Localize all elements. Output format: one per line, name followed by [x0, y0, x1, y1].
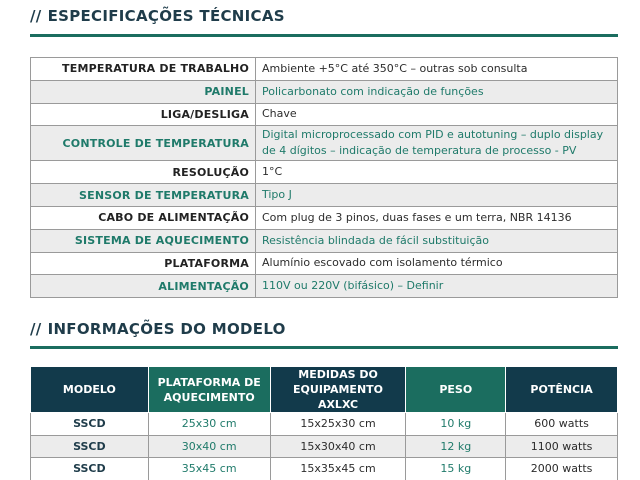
cell-plataforma: 25x30 cm	[148, 413, 270, 436]
spec-label: CONTROLE DE TEMPERATURA	[31, 126, 256, 161]
models-heading-slashes: //	[30, 320, 42, 338]
cell-potencia: 2000 watts	[506, 458, 618, 480]
spec-label: SISTEMA DE AQUECIMENTO	[31, 229, 256, 252]
models-heading	[30, 320, 286, 338]
spec-label: PAINEL	[31, 80, 256, 103]
spec-row	[31, 252, 618, 275]
models-header-row	[31, 367, 618, 413]
header-plataforma-line2: AQUECIMENTO	[163, 390, 255, 404]
spec-value: Ambiente +5°C até 350°C – outras sob consulta	[256, 58, 618, 81]
specs-heading-title: ESPECIFICAÇÕES TÉCNICAS	[47, 7, 285, 25]
spec-value: 1°C	[256, 161, 618, 184]
cell-plataforma: 30x40 cm	[148, 435, 270, 458]
spec-value: Resistência blindada de fácil substituição	[256, 229, 618, 252]
spec-value: 110V ou 220V (bifásico) – Definir	[256, 275, 618, 298]
spec-row	[31, 126, 618, 161]
spec-row	[31, 80, 618, 103]
spec-row	[31, 161, 618, 184]
cell-medidas: 15x30x40 cm	[270, 435, 406, 458]
spec-label: ALIMENTAÇÃO	[31, 275, 256, 298]
cell-modelo: SSCD	[31, 435, 149, 458]
cell-peso: 12 kg	[406, 435, 506, 458]
model-row	[31, 458, 618, 480]
cell-peso: 10 kg	[406, 413, 506, 436]
specs-heading	[30, 7, 285, 25]
spec-label: PLATAFORMA	[31, 252, 256, 275]
model-row	[31, 435, 618, 458]
header-medidas-line1: MEDIDAS DO	[298, 368, 378, 381]
models-divider	[30, 346, 618, 349]
spec-row	[31, 206, 618, 229]
spec-row	[31, 103, 618, 126]
cell-potencia: 1100 watts	[506, 435, 618, 458]
cell-medidas: 15x25x30 cm	[270, 413, 406, 436]
models-heading-title: INFORMAÇÕES DO MODELO	[47, 320, 286, 338]
header-modelo: MODELO	[31, 367, 149, 413]
header-medidas-line2: EQUIPAMENTO AXLXC	[293, 383, 384, 411]
spec-row	[31, 275, 618, 298]
specs-divider	[30, 34, 618, 37]
model-row	[31, 413, 618, 436]
header-plataforma	[148, 367, 270, 413]
spec-value: Digital microprocessado com PID e autotuning – duplo display de 4 dígitos – indicação de temperatura de processo - PV	[256, 126, 618, 161]
spec-row	[31, 184, 618, 207]
header-medidas	[270, 367, 406, 413]
spec-row	[31, 58, 618, 81]
spec-row	[31, 229, 618, 252]
spec-value: Tipo J	[256, 184, 618, 207]
spec-label: CABO DE ALIMENTAÇÃO	[31, 206, 256, 229]
spec-label: SENSOR DE TEMPERATURA	[31, 184, 256, 207]
spec-value: Alumínio escovado com isolamento térmico	[256, 252, 618, 275]
cell-peso: 15 kg	[406, 458, 506, 480]
cell-modelo: SSCD	[31, 458, 149, 480]
models-table	[30, 366, 618, 480]
header-potencia: POTÊNCIA	[506, 367, 618, 413]
header-peso: PESO	[406, 367, 506, 413]
cell-potencia: 600 watts	[506, 413, 618, 436]
cell-plataforma: 35x45 cm	[148, 458, 270, 480]
header-plataforma-line1: PLATAFORMA DE	[157, 375, 261, 389]
spec-value: Com plug de 3 pinos, duas fases e um terra, NBR 14136	[256, 206, 618, 229]
spec-value: Chave	[256, 103, 618, 126]
spec-label: LIGA/DESLIGA	[31, 103, 256, 126]
spec-label: RESOLUÇÃO	[31, 161, 256, 184]
spec-label: TEMPERATURA DE TRABALHO	[31, 58, 256, 81]
spec-value: Policarbonato com indicação de funções	[256, 80, 618, 103]
specs-table	[30, 57, 618, 298]
specs-heading-slashes: //	[30, 7, 42, 25]
cell-medidas: 15x35x45 cm	[270, 458, 406, 480]
cell-modelo: SSCD	[31, 413, 149, 436]
